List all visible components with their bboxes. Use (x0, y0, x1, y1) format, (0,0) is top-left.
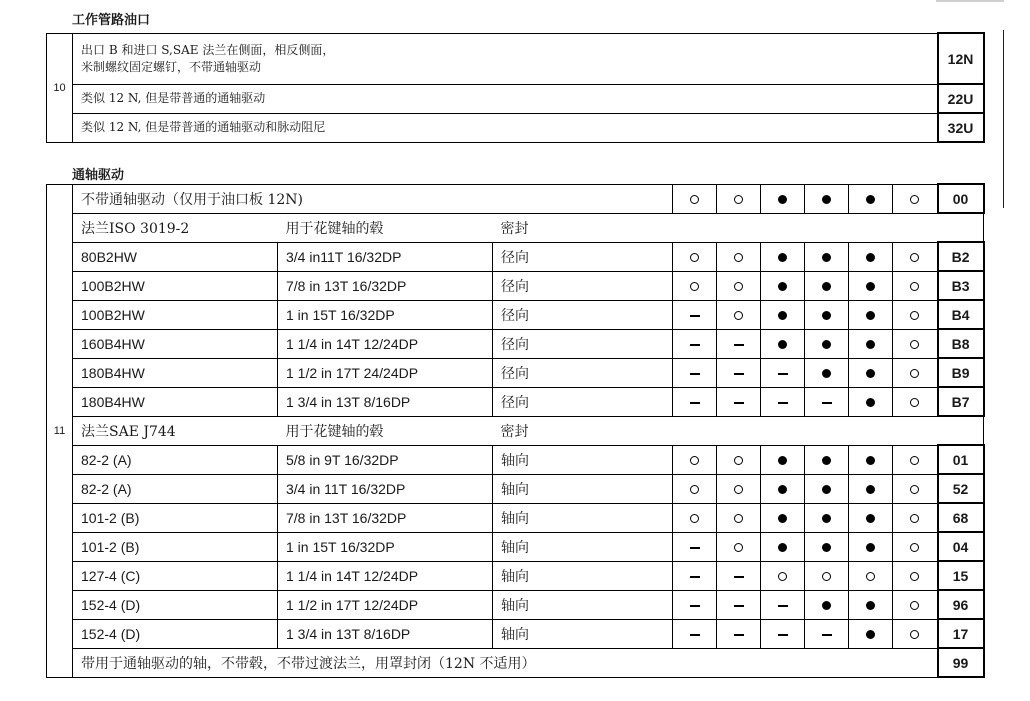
open-circle-icon (910, 601, 919, 610)
seal-header: 密封 (493, 416, 673, 445)
availability-mark (673, 532, 717, 561)
availability-mark (849, 590, 893, 619)
availability-mark (849, 300, 893, 329)
open-circle-icon (866, 572, 875, 581)
dash-icon (734, 605, 744, 607)
flange-header: 法兰SAE J744 (73, 416, 278, 445)
open-circle-icon (734, 456, 743, 465)
option-description: 不带通轴驱动（仅用于油口板 12N) (73, 184, 673, 213)
dash-icon (690, 315, 700, 317)
availability-mark (849, 387, 893, 416)
availability-mark (893, 358, 938, 387)
availability-mark (717, 387, 761, 416)
filled-circle-icon (822, 311, 831, 320)
availability-mark (673, 474, 717, 503)
option-code: 17 (938, 619, 984, 648)
availability-mark (761, 242, 805, 271)
filled-circle-icon (866, 340, 875, 349)
availability-mark (805, 532, 849, 561)
option-code: 52 (938, 474, 984, 503)
availability-mark (761, 503, 805, 532)
filled-circle-icon (822, 340, 831, 349)
option-code: 00 (938, 184, 984, 213)
option-code: 68 (938, 503, 984, 532)
open-circle-icon (690, 485, 699, 494)
availability-mark (805, 561, 849, 590)
availability-mark (717, 503, 761, 532)
flange-name: 80B2HW (73, 242, 278, 271)
open-circle-icon (910, 485, 919, 494)
open-circle-icon (910, 340, 919, 349)
filled-circle-icon (822, 514, 831, 523)
availability-mark (805, 329, 849, 358)
dash-icon (822, 634, 832, 636)
table-row (47, 445, 984, 474)
open-circle-icon (690, 282, 699, 291)
flange-name: 82-2 (A) (73, 445, 278, 474)
availability-mark (673, 387, 717, 416)
availability-mark (761, 561, 805, 590)
hub-spec: 1 in 15T 16/32DP (278, 300, 493, 329)
dash-icon (734, 373, 744, 375)
filled-circle-icon (866, 253, 875, 262)
hub-spec: 1 3/4 in 13T 8/16DP (278, 387, 493, 416)
availability-mark (717, 619, 761, 648)
availability-mark (673, 358, 717, 387)
availability-mark (673, 561, 717, 590)
dash-icon (734, 344, 744, 346)
availability-mark (673, 271, 717, 300)
filled-circle-icon (778, 543, 787, 552)
availability-mark (673, 445, 717, 474)
hub-spec: 5/8 in 9T 16/32DP (278, 445, 493, 474)
section-number: 10 (47, 33, 73, 142)
open-circle-icon (734, 253, 743, 262)
availability-mark (717, 532, 761, 561)
filled-circle-icon (778, 311, 787, 320)
availability-mark (673, 242, 717, 271)
filled-circle-icon (822, 253, 831, 262)
filled-circle-icon (778, 340, 787, 349)
availability-mark (893, 474, 938, 503)
seal-type: 径向 (493, 271, 673, 300)
availability-mark (805, 271, 849, 300)
right-edge-bar (1003, 30, 1004, 208)
open-circle-icon (690, 253, 699, 262)
availability-mark (761, 271, 805, 300)
open-circle-icon (910, 369, 919, 378)
open-circle-icon (910, 543, 919, 552)
filled-circle-icon (822, 601, 831, 610)
hub-header: 用于花键轴的毂 (278, 213, 493, 242)
availability-mark (717, 300, 761, 329)
open-circle-icon (910, 514, 919, 523)
filled-circle-icon (778, 253, 787, 262)
flange-name: 101-2 (B) (73, 503, 278, 532)
table-row (47, 84, 984, 113)
seal-type: 轴向 (493, 532, 673, 561)
open-circle-icon (690, 195, 699, 204)
availability-mark (849, 271, 893, 300)
filled-circle-icon (822, 369, 831, 378)
open-circle-icon (734, 282, 743, 291)
availability-mark (849, 561, 893, 590)
availability-mark (805, 619, 849, 648)
availability-mark (673, 503, 717, 532)
table-row (47, 474, 984, 503)
open-circle-icon (690, 514, 699, 523)
open-circle-icon (822, 572, 831, 581)
availability-mark (893, 300, 938, 329)
hub-spec: 1 1/2 in 17T 12/24DP (278, 590, 493, 619)
filled-circle-icon (822, 456, 831, 465)
option-description: 类似 12 N, 但是带普通的通轴驱动和脉动阻尼 (73, 113, 938, 142)
option-code: B3 (938, 271, 984, 300)
dash-icon (734, 402, 744, 404)
filled-circle-icon (778, 282, 787, 291)
availability-mark (717, 445, 761, 474)
seal-type: 径向 (493, 329, 673, 358)
table-row (47, 561, 984, 590)
section-title-ports: 工作管路油口 (72, 13, 151, 28)
dash-icon (690, 605, 700, 607)
open-circle-icon (734, 195, 743, 204)
hub-spec: 3/4 in11T 16/32DP (278, 242, 493, 271)
table-row (47, 184, 984, 213)
availability-mark (805, 184, 849, 213)
section-number: 11 (47, 184, 73, 677)
filled-circle-icon (866, 398, 875, 407)
availability-mark (761, 590, 805, 619)
hub-spec: 7/8 in 13T 16/32DP (278, 503, 493, 532)
filled-circle-icon (866, 369, 875, 378)
dash-icon (778, 373, 788, 375)
option-code: 01 (938, 445, 984, 474)
table-header-row (47, 213, 984, 242)
section-title-through-drive: 通轴驱动 (72, 168, 125, 183)
availability-mark (849, 242, 893, 271)
table-row (47, 242, 984, 271)
filled-circle-icon (778, 456, 787, 465)
hub-spec: 1 3/4 in 13T 8/16DP (278, 619, 493, 648)
filled-circle-icon (778, 485, 787, 494)
availability-mark (717, 184, 761, 213)
filled-circle-icon (822, 485, 831, 494)
dash-icon (734, 634, 744, 636)
option-code: 96 (938, 590, 984, 619)
hub-spec: 7/8 in 13T 16/32DP (278, 271, 493, 300)
availability-mark (673, 590, 717, 619)
availability-mark (761, 387, 805, 416)
option-code: B2 (938, 242, 984, 271)
table-row (47, 33, 984, 84)
table-row (47, 358, 984, 387)
option-description: 带用于通轴驱动的轴，不带毂，不带过渡法兰，用罩封闭（12N 不适用） (73, 648, 938, 677)
availability-mark (805, 358, 849, 387)
availability-mark (805, 387, 849, 416)
availability-mark (805, 474, 849, 503)
availability-mark (893, 532, 938, 561)
availability-mark (673, 619, 717, 648)
open-circle-icon (690, 456, 699, 465)
availability-mark (761, 619, 805, 648)
option-code: B9 (938, 358, 984, 387)
flange-name: 100B2HW (73, 271, 278, 300)
dash-icon (778, 402, 788, 404)
hub-spec: 1 1/4 in 14T 12/24DP (278, 561, 493, 590)
option-description: 类似 12 N, 但是带普通的通轴驱动 (73, 84, 938, 113)
option-code: B8 (938, 329, 984, 358)
flange-name: 180B4HW (73, 387, 278, 416)
availability-mark (805, 300, 849, 329)
availability-mark (893, 619, 938, 648)
availability-mark (761, 184, 805, 213)
seal-type: 轴向 (493, 590, 673, 619)
hub-spec: 3/4 in 11T 16/32DP (278, 474, 493, 503)
dash-icon (778, 605, 788, 607)
availability-mark (761, 445, 805, 474)
flange-name: 100B2HW (73, 300, 278, 329)
availability-mark (805, 242, 849, 271)
open-circle-icon (778, 572, 787, 581)
availability-mark (893, 271, 938, 300)
availability-mark (849, 329, 893, 358)
filled-circle-icon (866, 282, 875, 291)
flange-name: 82-2 (A) (73, 474, 278, 503)
availability-mark (893, 445, 938, 474)
dash-icon (690, 344, 700, 346)
availability-mark (893, 387, 938, 416)
availability-mark (849, 184, 893, 213)
open-circle-icon (910, 253, 919, 262)
availability-mark (893, 590, 938, 619)
availability-mark (805, 445, 849, 474)
option-code: B7 (938, 387, 984, 416)
flange-name: 180B4HW (73, 358, 278, 387)
table-row (47, 300, 984, 329)
flange-name: 152-4 (D) (73, 619, 278, 648)
filled-circle-icon (822, 543, 831, 552)
availability-mark (761, 474, 805, 503)
availability-mark (849, 503, 893, 532)
availability-mark (717, 358, 761, 387)
availability-mark (717, 329, 761, 358)
flange-name: 152-4 (D) (73, 590, 278, 619)
table-header-row (47, 416, 984, 445)
dash-icon (690, 547, 700, 549)
availability-mark (849, 474, 893, 503)
seal-type: 径向 (493, 358, 673, 387)
open-circle-icon (910, 311, 919, 320)
availability-mark (761, 300, 805, 329)
table-row (47, 648, 984, 677)
flange-name: 160B4HW (73, 329, 278, 358)
open-circle-icon (910, 282, 919, 291)
open-circle-icon (910, 630, 919, 639)
option-code: B4 (938, 300, 984, 329)
table-row (47, 503, 984, 532)
table-row (47, 387, 984, 416)
dash-icon (690, 634, 700, 636)
table-row (47, 590, 984, 619)
option-code: 99 (938, 648, 984, 677)
availability-mark (717, 590, 761, 619)
dash-icon (778, 634, 788, 636)
availability-mark (761, 358, 805, 387)
filled-circle-icon (866, 195, 875, 204)
availability-mark (893, 503, 938, 532)
seal-type: 轴向 (493, 561, 673, 590)
table-row (47, 329, 984, 358)
open-circle-icon (734, 543, 743, 552)
availability-mark (893, 184, 938, 213)
availability-mark (761, 532, 805, 561)
table-row (47, 532, 984, 561)
seal-type: 径向 (493, 387, 673, 416)
filled-circle-icon (866, 485, 875, 494)
filled-circle-icon (822, 282, 831, 291)
availability-mark (717, 271, 761, 300)
seal-type: 轴向 (493, 619, 673, 648)
availability-mark (849, 532, 893, 561)
open-circle-icon (910, 456, 919, 465)
seal-type: 轴向 (493, 503, 673, 532)
availability-mark (673, 329, 717, 358)
availability-mark (717, 474, 761, 503)
open-circle-icon (734, 514, 743, 523)
filled-circle-icon (778, 514, 787, 523)
availability-mark (849, 445, 893, 474)
hub-spec: 1 1/2 in 17T 24/24DP (278, 358, 493, 387)
seal-type: 径向 (493, 300, 673, 329)
seal-type: 径向 (493, 242, 673, 271)
filled-circle-icon (866, 456, 875, 465)
option-code: 32U (938, 113, 984, 142)
flange-name: 127-4 (C) (73, 561, 278, 590)
filled-circle-icon (778, 195, 787, 204)
availability-mark (805, 590, 849, 619)
seal-header: 密封 (493, 213, 673, 242)
option-description: 出口 B 和进口 S,SAE 法兰在侧面，相反侧面， 米制螺纹固定螺钉，不带通轴驱动 (73, 33, 938, 84)
dash-icon (690, 373, 700, 375)
corner-mark (936, 0, 1004, 2)
option-code: 15 (938, 561, 984, 590)
hub-spec: 1 in 15T 16/32DP (278, 532, 493, 561)
flange-header: 法兰ISO 3019-2 (73, 213, 278, 242)
flange-name: 101-2 (B) (73, 532, 278, 561)
availability-mark (673, 184, 717, 213)
seal-type: 轴向 (493, 474, 673, 503)
filled-circle-icon (866, 311, 875, 320)
dash-icon (690, 402, 700, 404)
open-circle-icon (910, 195, 919, 204)
table-row (47, 113, 984, 142)
dash-icon (822, 402, 832, 404)
availability-mark (849, 619, 893, 648)
open-circle-icon (734, 485, 743, 494)
availability-mark (893, 561, 938, 590)
option-code: 12N (938, 33, 984, 84)
option-code: 04 (938, 532, 984, 561)
open-circle-icon (910, 572, 919, 581)
table-row (47, 619, 984, 648)
through-drive-table (46, 183, 985, 678)
table-row (47, 271, 984, 300)
filled-circle-icon (866, 514, 875, 523)
filled-circle-icon (822, 195, 831, 204)
availability-mark (893, 329, 938, 358)
dash-icon (690, 576, 700, 578)
availability-mark (805, 503, 849, 532)
availability-mark (761, 329, 805, 358)
filled-circle-icon (866, 601, 875, 610)
ports-table (46, 32, 985, 143)
availability-mark (893, 242, 938, 271)
option-code: 22U (938, 84, 984, 113)
availability-mark (849, 358, 893, 387)
hub-spec: 1 1/4 in 14T 12/24DP (278, 329, 493, 358)
availability-mark (717, 242, 761, 271)
filled-circle-icon (866, 543, 875, 552)
open-circle-icon (910, 398, 919, 407)
seal-type: 轴向 (493, 445, 673, 474)
filled-circle-icon (866, 630, 875, 639)
dash-icon (734, 576, 744, 578)
availability-mark (717, 561, 761, 590)
availability-mark (673, 300, 717, 329)
open-circle-icon (734, 311, 743, 320)
hub-header: 用于花键轴的毂 (278, 416, 493, 445)
